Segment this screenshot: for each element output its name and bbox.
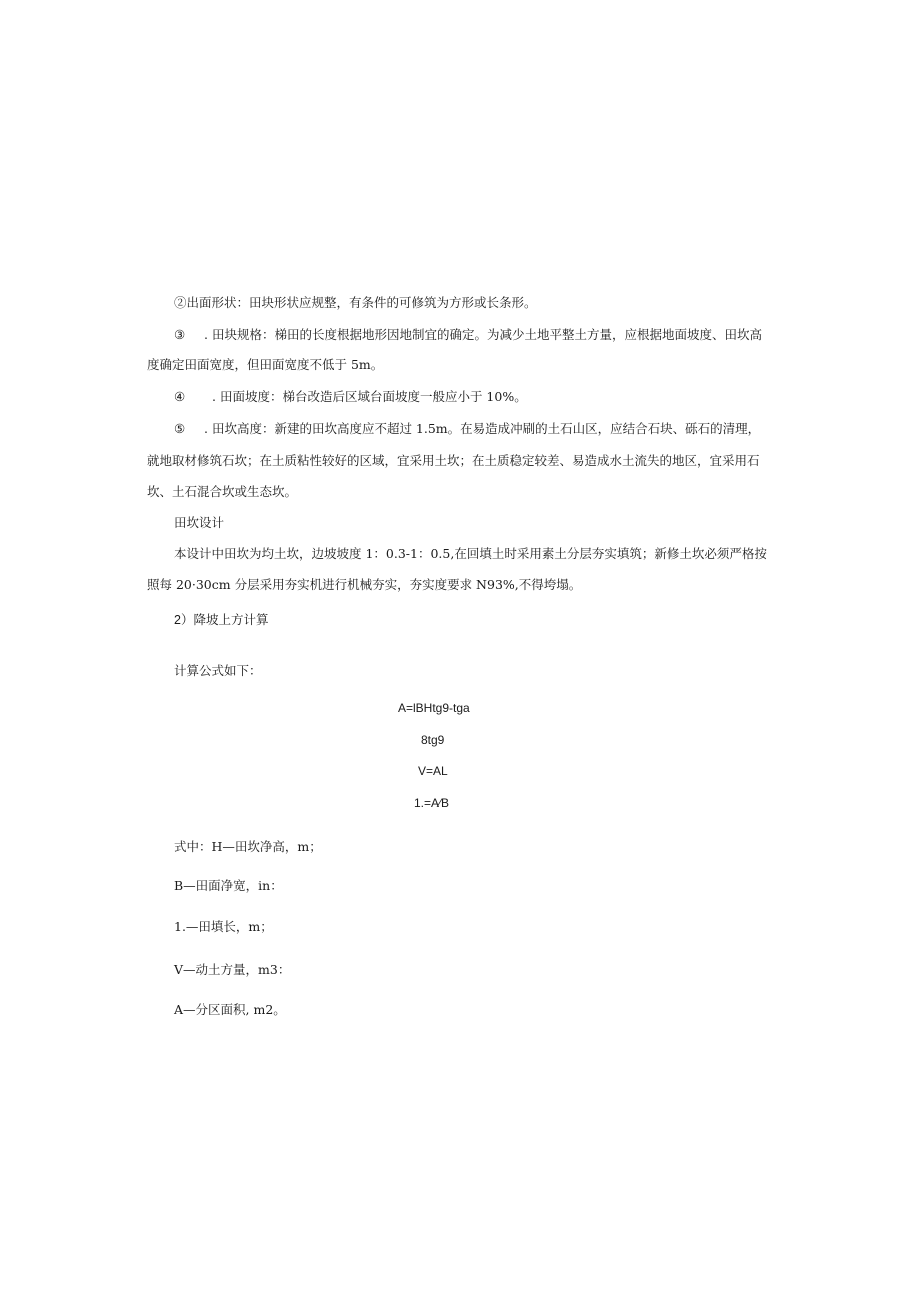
section-heading-ridge-design: 田坎设计 <box>174 515 225 530</box>
definition-b: B—田面净宽，in： <box>174 878 283 893</box>
definition-v: V—动土方量，m3： <box>174 962 291 977</box>
paragraph-field-size-line1: . 田块规格：梯田的长度根据地形因地制宜的确定。为减少土地平整土方量，应根据地面坡度、田坎高 <box>204 327 762 342</box>
formula-volume: V=AL <box>418 764 448 778</box>
paragraph-field-shape: ②出面形状：田块形状应规整，有条件的可修筑为方形或长条形。 <box>174 295 537 310</box>
list-marker-4: ④ <box>174 389 186 404</box>
list-marker-3: ③ <box>174 327 186 342</box>
formula-intro: 计算公式如下： <box>174 663 262 678</box>
paragraph-ridge-design-line1: 本设计中田坎为均土坎，边坡坡度 1：0.3-1：0.5,在回填土时采用素土分层夯实填筑；新修土坎必须严格按 <box>174 546 767 561</box>
paragraph-field-slope: . 田面坡度：梯台改造后区域台面坡度一般应小于 10%。 <box>212 389 527 404</box>
paragraph-ridge-height-line1: . 田坎高度：新建的田坎高度应不超过 1.5m。在易造成冲刷的土石山区，应结合石块、砾石的清理， <box>204 421 761 436</box>
formula-denominator: 8tg9 <box>421 733 445 747</box>
formula-length: 1.=A⁄B <box>414 796 450 810</box>
definition-a: A—分区面积, m2。 <box>174 1002 286 1017</box>
formula-area: A=lBHtg9-tga <box>398 701 470 715</box>
paragraph-field-size-line2: 度确定田面宽度，但田面宽度不低于 5m。 <box>147 357 384 372</box>
paragraph-ridge-height-line2: 就地取材修筑石坎；在土质粘性较好的区域，宜采用土坎；在土质稳定较差、易造成水土流失的地区，宜采用石 <box>147 453 760 468</box>
paragraph-ridge-design-line2: 照每 20·30cm 分层采用夯实机进行机械夯实，夯实度要求 N93%,不得垮塌。 <box>147 577 582 592</box>
definition-l: 1.—田填长，m； <box>174 919 273 934</box>
definition-h: 式中：H—田坎净高，m； <box>174 839 322 854</box>
paragraph-ridge-height-line3: 坎、土石混合坎或生态坎。 <box>147 484 298 499</box>
list-marker-5: ⑤ <box>174 421 186 436</box>
section-heading-calculation: 2）降坡上方计算 <box>174 613 269 627</box>
